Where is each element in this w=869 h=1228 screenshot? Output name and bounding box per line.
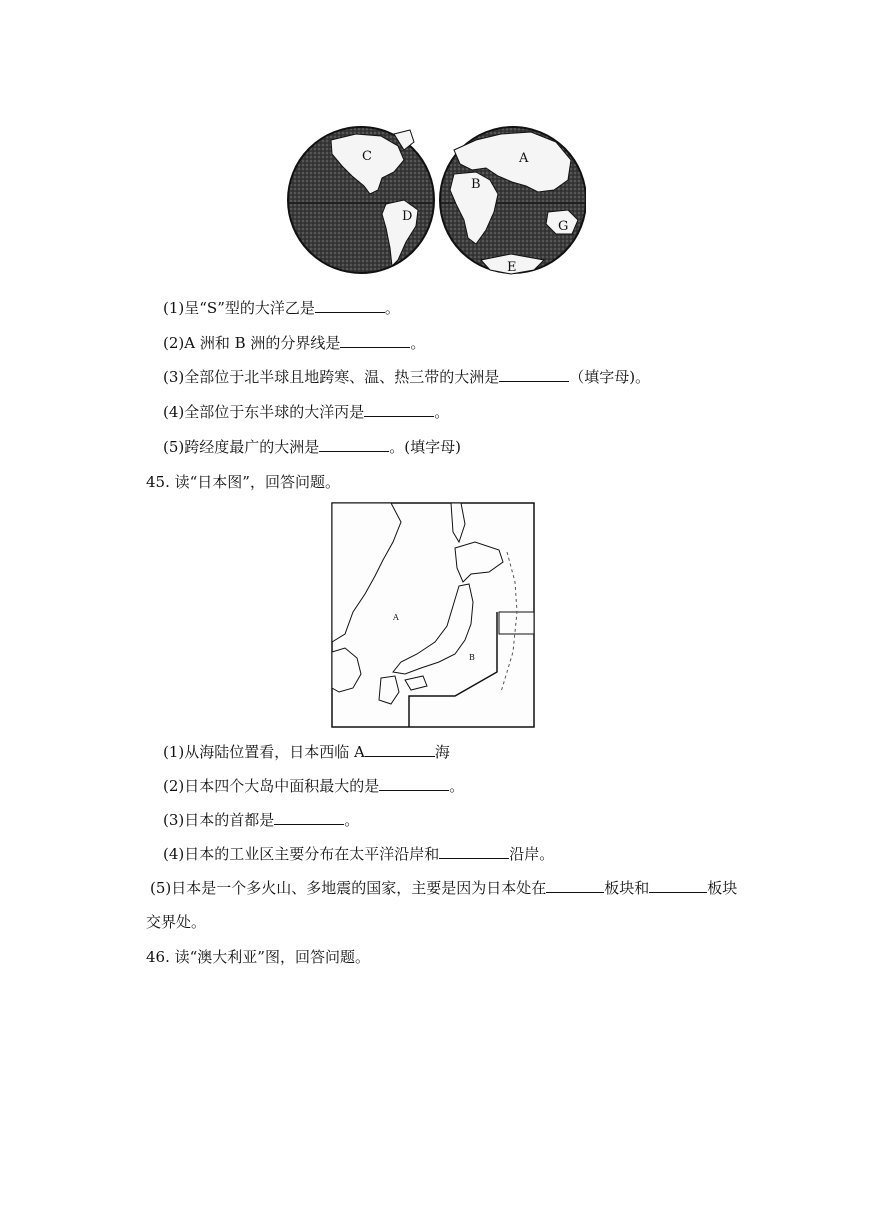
japan-map [331, 502, 535, 728]
q45-item-4 [163, 844, 554, 864]
q45-item-1 [163, 742, 450, 762]
map-label-e: E [507, 260, 517, 275]
q45-item-4-end: 沿岸。 [509, 845, 555, 863]
answer-blank[interactable] [365, 742, 435, 757]
world-hemispheres-map [286, 120, 586, 278]
q44-item-3-end: （填字母)。 [569, 368, 651, 386]
q45-item-3 [163, 810, 359, 830]
q44-item-3-text: (3)全部位于北半球且地跨寒、温、热三带的大洲是 [163, 368, 500, 386]
japan-map-label-b: B [469, 653, 475, 662]
answer-blank[interactable] [340, 333, 410, 348]
q45-item-5-continuation: 交界处。 [146, 913, 207, 931]
map-label-a: A [519, 151, 529, 166]
q44-item-2-text: (2)A 洲和 B 洲的分界线是 [163, 334, 341, 352]
q45-item-1-text: (1)从海陆位置看，日本西临 A [163, 743, 365, 761]
q45-item-4-text: (4)日本的工业区主要分布在太平洋沿岸和 [163, 845, 440, 863]
q44-item-5-end: 。(填字母) [389, 438, 461, 456]
answer-blank[interactable] [319, 437, 389, 452]
q44-item-1-end: 。 [384, 299, 400, 317]
map-label-b: B [471, 177, 481, 192]
answer-blank[interactable] [274, 810, 344, 825]
q45-item-2-end: 。 [449, 777, 465, 795]
answer-blank[interactable] [649, 878, 707, 893]
q45-item-5-end: 板块 [707, 879, 738, 897]
q45-item-2-text: (2)日本四个大岛中面积最大的是 [163, 777, 380, 795]
answer-blank[interactable] [546, 878, 604, 893]
answer-blank[interactable] [439, 844, 509, 859]
q45-item-3-end: 。 [344, 811, 360, 829]
map-label-g: G [558, 219, 569, 234]
answer-blank[interactable] [364, 402, 434, 417]
q44-item-3 [163, 367, 650, 387]
q45-item-2 [163, 776, 464, 796]
q44-item-4-text: (4)全部位于东半球的大洋丙是 [163, 403, 365, 421]
answer-blank[interactable] [379, 776, 449, 791]
q45-item-5 [150, 878, 737, 898]
q44-item-5-text: (5)跨经度最广的大洲是 [163, 438, 320, 456]
q45-item-3-text: (3)日本的首都是 [163, 811, 275, 829]
map-label-d: D [402, 209, 413, 224]
answer-blank[interactable] [499, 367, 569, 382]
q45-item-5-text: (5)日本是一个多火山、多地震的国家，主要是因为日本处在 [150, 879, 547, 897]
q45-item-5-mid: 板块和 [604, 879, 650, 897]
q44-item-4 [163, 402, 449, 422]
japan-map-label-a: A [393, 613, 399, 622]
q44-item-1-text: (1)呈“S”型的大洋乙是 [163, 299, 315, 317]
q44-item-5 [163, 437, 461, 457]
q45-title: 45. 读“日本图”，回答问题。 [146, 473, 340, 491]
q44-item-2-end: 。 [410, 334, 426, 352]
q44-item-1 [163, 298, 400, 318]
answer-blank[interactable] [315, 298, 385, 313]
map-label-c: C [362, 149, 372, 164]
q45-item-1-end: 海 [434, 743, 450, 761]
q44-item-4-end: 。 [434, 403, 450, 421]
q46-title: 46. 读“澳大利亚”图，回答问题。 [146, 948, 370, 966]
q44-item-2 [163, 333, 425, 353]
